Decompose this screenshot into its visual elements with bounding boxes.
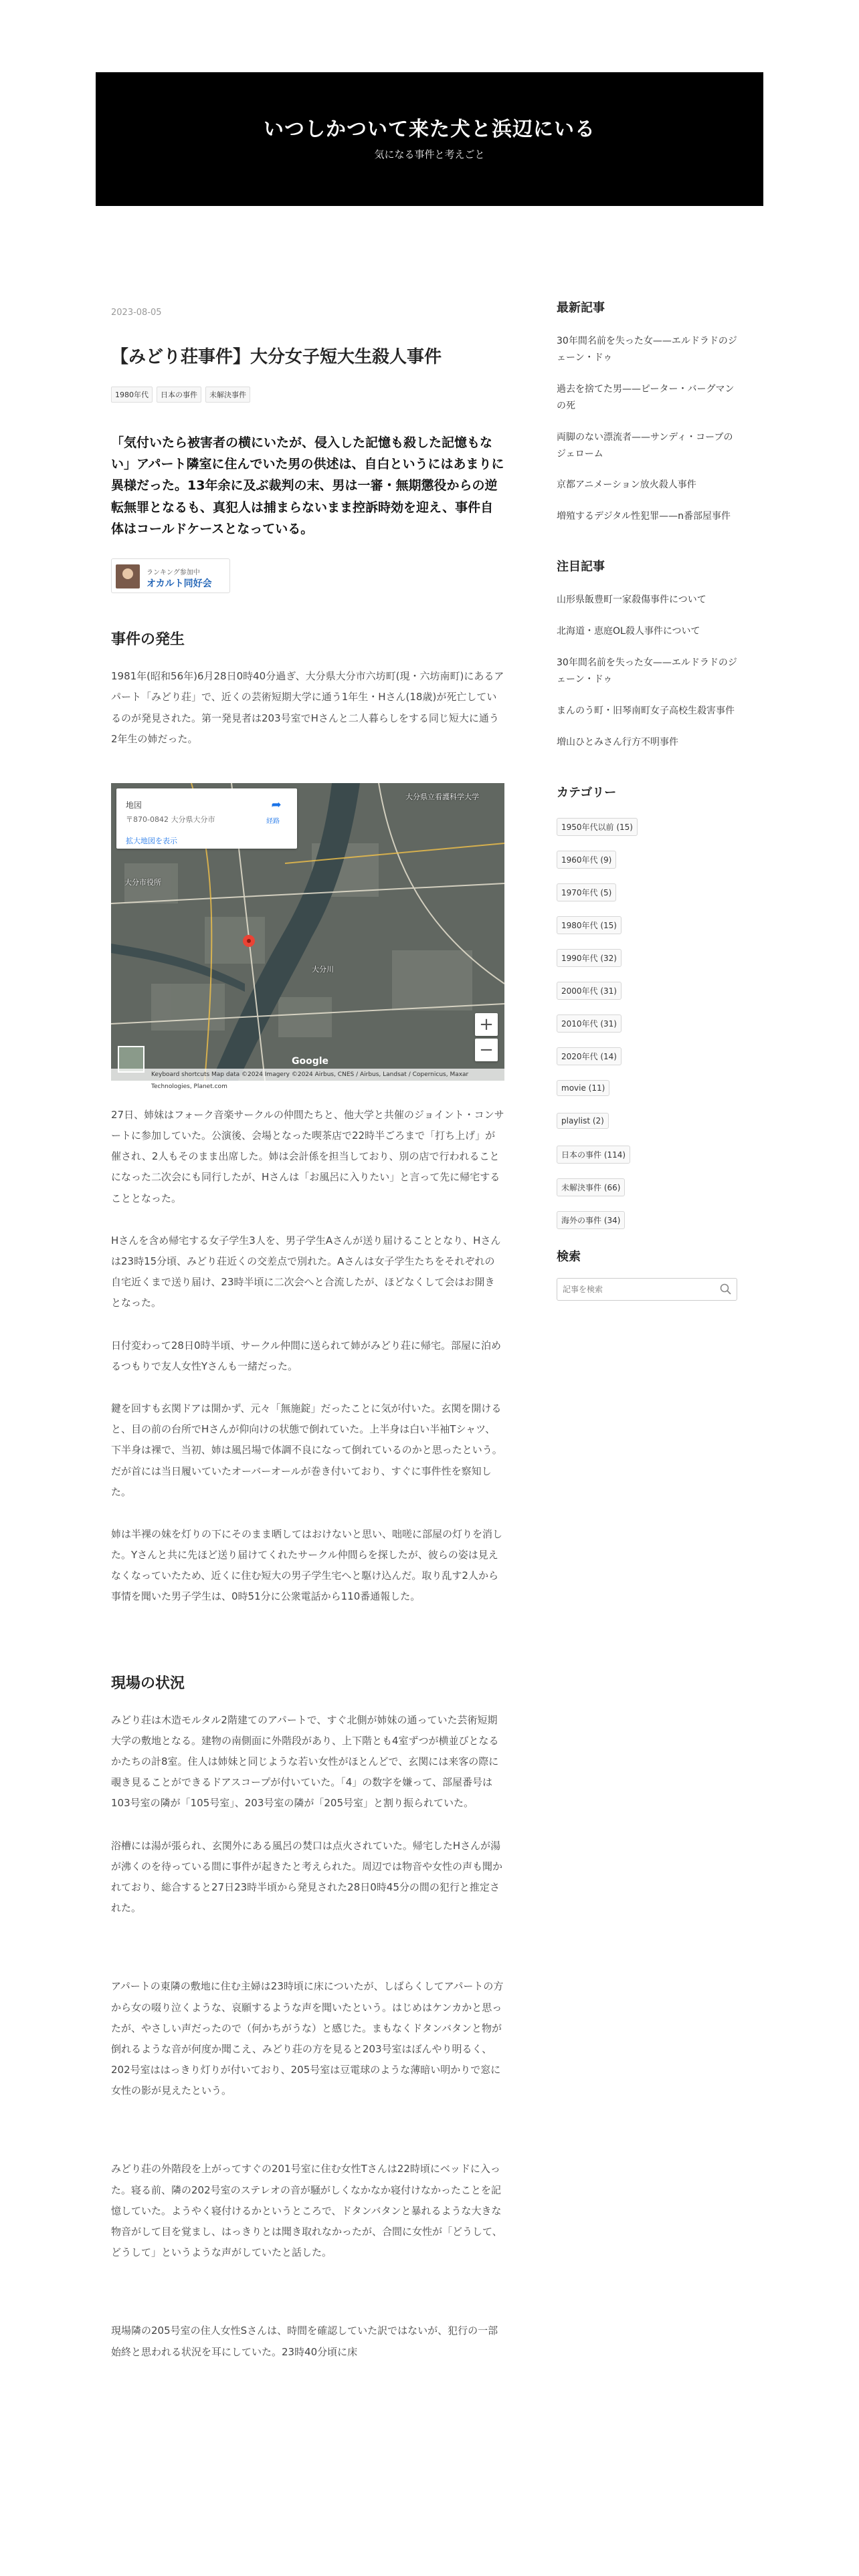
paragraph: アパートの東隣の敷地に住む主婦は23時頃に床についたが、しばらくしてアパートの方から女の啜り泣くような、哀願するような声を聞いたという。はじめはケンカかと思ったが、やさしい声だったので（何かちがうな）と感じた。まもなくドタンバタンと物が倒れるような音が何度か聞こえ、みどり荘の方を見ると203号室はぼんやり明るく、202号室ははっきり灯りが付いており、205号室は豆電球のような薄暗い明かりで窓に女性の影が見えたという。 bbox=[111, 1980, 504, 2097]
tag-link[interactable]: 未解決事件 bbox=[205, 387, 250, 403]
map-card-address: 〒870-0842 大分県大分市 bbox=[126, 815, 215, 824]
badge-thumbnail bbox=[116, 564, 140, 588]
featured-post-link[interactable]: まんのう町・旧琴南町女子高校生殺害事件 bbox=[557, 705, 735, 716]
site-description: 気になる事件と考えごと bbox=[374, 148, 485, 160]
category-link[interactable]: 1960年代 (9) bbox=[557, 851, 737, 868]
map-attribution: Keyboard shortcuts Map data ©2024 Imagery ©2024 Airbus, CNES / Airbus, Landsat / Copernicus, Maxar Technologies, Planet.com bbox=[111, 1069, 504, 1081]
featured-post-link[interactable]: 山形県飯豊町一家殺傷事件について bbox=[557, 595, 706, 606]
search-input[interactable] bbox=[563, 1283, 717, 1296]
search-box bbox=[557, 1278, 737, 1301]
paragraph: みどり荘の外階段を上がってすぐの201号室に住む女性Tさんは22時頃にベッドに入った。寝る前、隣の202号室のステレオの音が騒がしくなかなか寝付けなかったことを記憶していた。ようやく寝付けるかというところで、ドタンバタンと暴れるような大きな物音がして目を覚まし、はっきりとは聞き取れなかったが、合間に女性が「どうして、どうして」というような声がしていたと話した。 bbox=[111, 2163, 502, 2259]
post-tags bbox=[111, 387, 504, 404]
paragraph: Hさんを含め帰宅する女子学生3人を、男子学生Aさんが送り届けることとなり、Hさんは23時15分頃、みどり荘近くの交差点で別れた。Aさんは女子学生たちをそれぞれの自宅近くまで送り届け、23時半頃に二次会へと合流したが、ほどなくして会はお開きとなった。 bbox=[111, 1234, 501, 1309]
recent-posts-heading: 最新記事 bbox=[557, 301, 605, 315]
tag-link[interactable]: 日本の事件 bbox=[157, 387, 201, 403]
featured-posts-list bbox=[557, 592, 737, 750]
google-logo: Google bbox=[292, 1055, 329, 1067]
category-link[interactable]: 海外の事件 (34) bbox=[557, 1211, 737, 1228]
category-link[interactable]: 2020年代 (14) bbox=[557, 1047, 737, 1065]
search-heading: 検索 bbox=[557, 1249, 581, 1264]
category-link[interactable]: movie (11) bbox=[557, 1080, 737, 1097]
section-heading: 現場の状況 bbox=[111, 1675, 185, 1692]
zoom-out-button[interactable]: − bbox=[475, 1039, 498, 1061]
paragraph: みどり荘は木造モルタル2階建てのアパートで、すぐ北側が姉妹の通っていた芸術短期大学の敷地となる。建物の南側面に外階段があり、上下階とも4室ずつが横並びとなるかたちの計8室。住人は姉妹と同じような若い女性がほとんどで、玄関には来客の際に覗き見ることができるドアスコープが付いていた。「4」の数字を嫌って、部屋番号は103号室の隣が「105号室」、203号室の隣が「205号室」と割り振られていた。 bbox=[111, 1713, 499, 1810]
map-place-label: 大分川 bbox=[312, 964, 334, 974]
featured-post-link[interactable]: 30年間名前を失った女——エルドラドのジェーン・ドゥ bbox=[557, 657, 737, 685]
featured-post-link[interactable]: 増山ひとみさん行方不明事件 bbox=[557, 736, 678, 748]
map-place-label: 大分県立看護科学大学 bbox=[405, 792, 479, 801]
category-link[interactable]: 1970年代 (5) bbox=[557, 883, 737, 901]
badge-caption: ランキング参加中 bbox=[147, 569, 200, 577]
category-link[interactable]: 1980年代 (15) bbox=[557, 916, 737, 934]
paragraph: 鍵を回すも玄関ドアは開かず、元々「無施錠」だったことに気が付いた。玄関を開けると、目の前の台所でHさんが仰向けの状態で倒れていた。上半身は白い半袖Tシャツ、下半身は裸で、当初、姉は風呂場で体調不良になって倒れているのかと思ったという。だが首には当日履いていたオーバーオールが巻き付いており、すぐに事件性を察知した。 bbox=[111, 1402, 502, 1498]
paragraph: 1981年(昭和56年)6月28日0時40分過ぎ、大分県大分市六坊町(現・六坊南町)にあるアパート「みどり荘」で、近くの芸術短期大学に通う1年生・Hさん(18歳)が死亡しているのが発見された。第一発見者は203号室でHさんと二人暮らしをする同じ短大に通う2年生の姉だった。 bbox=[111, 670, 504, 745]
tag-link[interactable]: 1980年代 bbox=[111, 387, 153, 403]
directions-icon[interactable]: ➦ bbox=[271, 797, 282, 812]
search-icon[interactable] bbox=[719, 1283, 733, 1296]
paragraph: 浴槽には湯が張られ、玄関外にある風呂の焚口は点火されていた。帰宅したHさんが湯が沸くのを待っている間に事件が起きたと考えられた。周辺では物音や女性の声も聞かれており、総合すると27日23時半頃から発見された28日0時45分の間の犯行と推定された。 bbox=[111, 1839, 503, 1915]
site-header bbox=[96, 72, 763, 206]
map-enlarge-link[interactable]: 拡大地図を表示 bbox=[126, 836, 177, 845]
embedded-map[interactable] bbox=[111, 783, 504, 1090]
sidebar bbox=[557, 298, 737, 1301]
recent-post-link[interactable]: 増殖するデジタル性犯罪——n番部屋事件 bbox=[557, 511, 731, 522]
site-title[interactable]: いつしかついて来た犬と浜辺にいる bbox=[264, 118, 595, 141]
featured-post-link[interactable]: 北海道・恵庭OL殺人事件について bbox=[557, 626, 700, 637]
category-list bbox=[557, 818, 737, 1228]
category-link[interactable]: 2000年代 (31) bbox=[557, 982, 737, 999]
category-link[interactable]: 未解決事件 (66) bbox=[557, 1178, 737, 1196]
directions-label[interactable]: 経路 bbox=[266, 817, 280, 825]
post-title[interactable]: 【みどり荘事件】大分女子短大生殺人事件 bbox=[111, 347, 442, 367]
category-link[interactable]: 日本の事件 (114) bbox=[557, 1146, 737, 1163]
paragraph: 27日、姉妹はフォーク音楽サークルの仲間たちと、他大学と共催のジョイント・コンサートに参加していた。公演後、会場となった喫茶店で22時半ごろまで「打ち上げ」が催され、2人もそのまま出席した。姉は会計係を担当しており、別の店で行われることになった二次会にも同行したが、Hさんは「お風呂に入りたい」と言って先に帰宅することとなった。 bbox=[111, 1108, 504, 1204]
ranking-badge[interactable] bbox=[111, 558, 230, 593]
lead-paragraph: 「気付いたら被害者の横にいたが、侵入した記憶も殺した記憶もない」アパート隣室に住んでいた男の供述は、自白というにはあまりに異様だった。13年余に及ぶ裁判の末、男は一審・無期懲役からの逆転無罪となるも、真犯人は捕まらないまま控訴時効を迎え、事件自体はコールドケースとなっている。 bbox=[111, 435, 504, 536]
paragraph: 現場隣の205号室の住人女性Sさんは、時間を確認していた訳ではないが、犯行の一部始終と思われる状況を耳にしていた。23時40分頃に床 bbox=[111, 2325, 498, 2358]
category-link[interactable]: playlist (2) bbox=[557, 1113, 737, 1130]
map-info-card bbox=[116, 788, 297, 849]
featured-posts-heading: 注目記事 bbox=[557, 560, 605, 574]
category-link[interactable]: 1990年代 (32) bbox=[557, 949, 737, 966]
section-heading: 事件の発生 bbox=[111, 631, 185, 649]
recent-post-link[interactable]: 過去を捨てた男——ピーター・バーグマンの死 bbox=[557, 383, 735, 411]
badge-group-name: オカルト同好会 bbox=[147, 578, 212, 590]
recent-post-link[interactable]: 京都アニメーション放火殺人事件 bbox=[557, 479, 696, 491]
article bbox=[111, 308, 504, 2363]
recent-post-link[interactable]: 30年間名前を失った女——エルドラドのジェーン・ドゥ bbox=[557, 336, 737, 363]
map-card-title: 地図 bbox=[126, 800, 142, 810]
recent-posts-list bbox=[557, 333, 737, 525]
category-link[interactable]: 2010年代 (31) bbox=[557, 1014, 737, 1032]
post-date[interactable]: 2023-08-05 bbox=[111, 308, 162, 318]
map-place-label: 大分市役所 bbox=[124, 877, 161, 887]
zoom-in-button[interactable]: + bbox=[475, 1013, 498, 1036]
paragraph: 姉は半裸の妹を灯りの下にそのまま晒してはおけないと思い、咄嗟に部屋の灯りを消した。Yさんと共に先ほど送り届けてくれたサークル仲間らを探したが、彼らの姿は見えなくなっていたため、近くに住む短大の男子学生宅へと駆け込んだ。取り乱す2人から事情を聞いた男子学生は、0時51分に公衆電話から110番通報した。 bbox=[111, 1527, 503, 1603]
categories-heading: カテゴリー bbox=[557, 785, 617, 800]
recent-post-link[interactable]: 両脚のない漂流者——サンディ・コーブのジェローム bbox=[557, 431, 733, 459]
category-link[interactable]: 1950年代以前 (15) bbox=[557, 818, 737, 835]
paragraph: 日付変わって28日0時半頃、サークル仲間に送られて姉がみどり荘に帰宅。部屋に泊めるつもりで友人女性Yさんも一緒だった。 bbox=[111, 1339, 502, 1372]
